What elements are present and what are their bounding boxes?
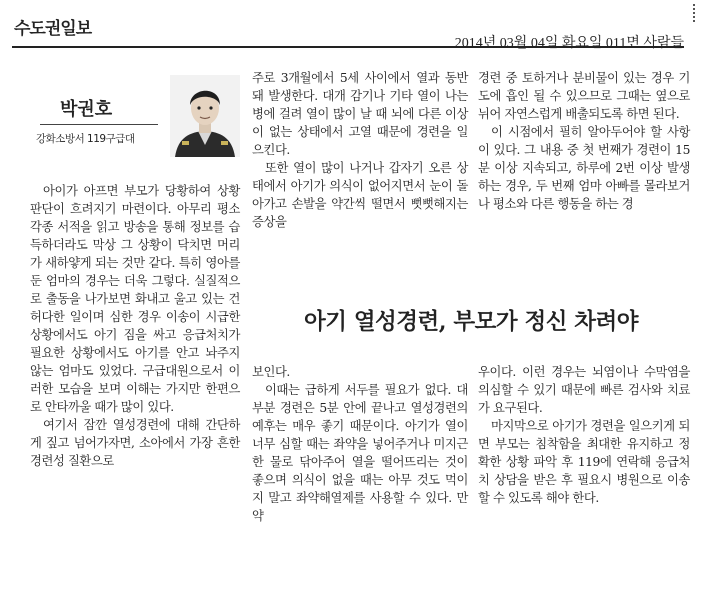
- article-column-2-bottom: [252, 363, 468, 525]
- issue-date-line: 2014년 03월 04일 화요일 011면 사람들: [454, 36, 684, 51]
- byline: [20, 75, 236, 155]
- article-paragraph: 경련 중 토하거나 분비물이 있는 경우 기도에 흡인 될 수 있으므로 그때는 옆으로 뉘어 자연스럽게 배출되도록 하면 된다.: [478, 71, 690, 121]
- article-column-1: [30, 182, 240, 470]
- author-affiliation: 강화소방서 119구급대: [36, 133, 135, 145]
- author-photo: [170, 75, 240, 157]
- article-column-3-top: [478, 69, 690, 213]
- article-paragraph: 주로 3개월에서 5세 사이에서 열과 동반돼 발생한다. 대개 감기나 기타 열이 나는 병에 걸려 열이 많이 날 때 뇌에 다른 이상이 없는 상태에서 고열 때문에 경련을 일으킨다.: [252, 71, 468, 157]
- article-paragraph: 아이가 아프면 부모가 당황하여 상황 판단이 흐려지기 마련이다. 아무리 평소 각종 서적을 읽고 방송을 통해 정보를 습득하더라도 막상 그 상황이 닥치면 머리가 새하얗게 되는 것만 같다. 특히 영아를 둔 엄마의 경우는 더욱 그렇다. 실질적으로 출동을 나가보면 화내고 울고 있는 건 허다한 일이며 심한 경우 이송이 시급한 상황에서도 아기 짐을 싸고 응급처치가 필요한 상황에서도 아기를 안고 놔주지 않는 엄마도 있었다. 구급대원으로서 이러한 모습을 보며 이해는 가지만 한편으로 안타까울 때가 많이 있다.: [30, 184, 240, 414]
- byline-divider: [40, 124, 158, 125]
- article-paragraph: 여기서 잠깐 열성경련에 대해 간단하게 짚고 넘어가자면, 소아에서 가장 흔한 경련성 질환으로: [30, 418, 240, 468]
- page-edge-mark: [693, 4, 697, 22]
- article-headline: 아기 열성경련, 부모가 정신 차려야: [304, 309, 638, 335]
- article-paragraph: 보인다.: [252, 365, 290, 379]
- newspaper-name: 수도권일보: [14, 19, 92, 39]
- article-paragraph: 또한 열이 많이 나거나 갑자기 오른 상태에서 아기가 의식이 없어지면서 눈이 돌아가고 손발을 약간씩 떨면서 뻣뻣해지는 증상을: [252, 161, 468, 229]
- article-paragraph: 이때는 급하게 서두를 필요가 없다. 대부분 경련은 5분 안에 끝나고 열성경련의 예후는 매우 좋기 때문이다. 아기가 열이 너무 심할 때는 좌약을 넣어주거나 미지근한 물로 닦아주어 열을 떨어뜨리는 것이 좋으며 의식이 없을 때는 아무 것도 먹이지 말고 좌약해열제를 사용할 수 있다. 만약: [252, 383, 468, 523]
- article-column-2-top: [252, 69, 468, 231]
- article-paragraph: 우이다. 이런 경우는 뇌염이나 수막염을 의심할 수 있기 때문에 빠른 검사와 치료가 요구된다.: [478, 365, 690, 415]
- author-name: 박권호: [60, 99, 113, 120]
- masthead: [12, 12, 684, 51]
- article-paragraph: 이 시점에서 필히 알아두어야 할 사항이 있다. 그 내용 중 첫 번째가 경련이 15분 이상 지속되고, 하루에 2번 이상 발생하는 경우, 두 번째 엄마 아빠를 몰라보거나 평소와 다른 행동을 하는 경: [478, 125, 690, 211]
- article-paragraph: 마지막으로 아기가 경련을 일으키게 되면 부모는 침착함을 최대한 유지하고 정확한 상황 파악 후 119에 연락해 응급처치 상담을 받은 후 필요시 병원으로 이송할 수 있도록 해야 한다.: [478, 419, 690, 505]
- article-column-3-bottom: [478, 363, 690, 507]
